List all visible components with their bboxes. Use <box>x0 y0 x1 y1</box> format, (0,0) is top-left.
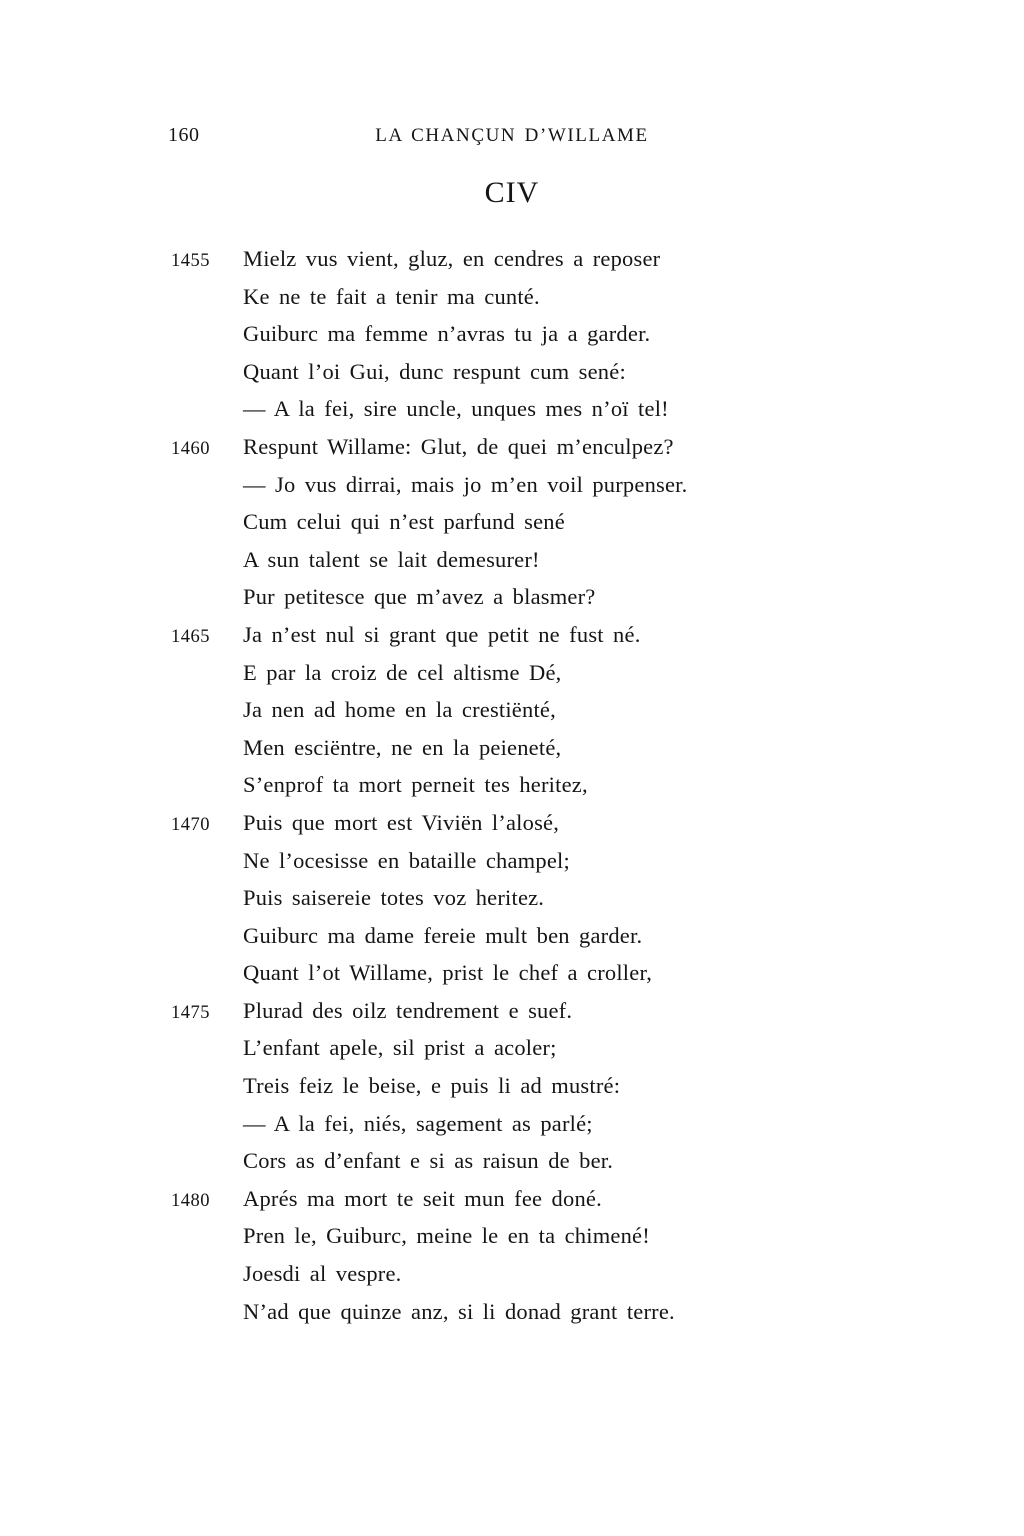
verse-text: Cum celui qui n’est parfund sené <box>243 509 565 535</box>
verse-text: L’enfant apele, sil prist a acoler; <box>243 1035 557 1061</box>
verse-line-number: 1470 <box>171 814 210 835</box>
page-number: 160 <box>168 124 200 146</box>
verse-line <box>0 1219 1024 1257</box>
verse-line <box>0 505 1024 543</box>
verse-text: — Jo vus dirrai, mais jo m’en voil purpenser. <box>243 471 688 497</box>
verse-line <box>0 242 1024 280</box>
verse-text: Quant l’oi Gui, dunc respunt cum sené: <box>243 358 626 384</box>
verse-line <box>0 355 1024 393</box>
verse-text: Ke ne te fait a tenir ma cunté. <box>243 283 540 309</box>
verse-line <box>0 543 1024 581</box>
verse-text: A sun talent se lait demesurer! <box>243 546 540 572</box>
verse-text: Quant l’ot Willame, prist le chef a croller, <box>243 960 653 986</box>
verse-line <box>0 468 1024 506</box>
verse-line <box>0 693 1024 731</box>
running-head <box>0 124 1024 150</box>
verse-line <box>0 392 1024 430</box>
verse-text: Respunt Willame: Glut, de quei m’enculpez? <box>243 433 674 459</box>
verse-line-number: 1460 <box>171 438 210 459</box>
verse-line <box>0 280 1024 318</box>
verse-text: Guiburc ma dame fereie mult ben garder. <box>243 922 643 948</box>
verse-line <box>0 956 1024 994</box>
verse-text: Men esciëntre, ne en la peieneté, <box>243 734 562 760</box>
verse-text: S’enprof ta mort perneit tes heritez, <box>243 772 588 798</box>
running-title: LA CHANÇUN D’WILLAME <box>375 125 649 146</box>
verse-line <box>0 1182 1024 1220</box>
verse-text: Joesdi al vespre. <box>243 1261 402 1287</box>
verse-line-number: 1480 <box>171 1190 210 1211</box>
poem-body <box>0 242 1024 1332</box>
verse-line <box>0 1107 1024 1145</box>
verse-text: Plurad des oilz tendrement e suef. <box>243 997 573 1023</box>
verse-line <box>0 994 1024 1032</box>
verse-text: Ne l’ocesisse en bataille champel; <box>243 847 570 873</box>
verse-line <box>0 1144 1024 1182</box>
verse-line-number: 1455 <box>171 251 210 271</box>
verse-text: Puis saisereie totes voz heritez. <box>243 885 545 911</box>
verse-line <box>0 806 1024 844</box>
verse-line <box>0 317 1024 355</box>
verse-line <box>0 731 1024 769</box>
verse-text: Ja nen ad home en la crestiënté, <box>243 697 556 723</box>
verse-line-number: 1465 <box>171 626 210 647</box>
verse-line-number: 1475 <box>171 1002 210 1023</box>
verse-text: Ja n’est nul si grant que petit ne fust né. <box>243 621 641 647</box>
verse-line <box>0 768 1024 806</box>
verse-line <box>0 1257 1024 1295</box>
verse-text: Pren le, Guiburc, meine le en ta chimené! <box>243 1223 650 1249</box>
verse-text: Pur petitesce que m’avez a blasmer? <box>243 584 596 610</box>
verse-text: Aprés ma mort te seit mun fee doné. <box>243 1185 602 1211</box>
verse-text: N’ad que quinze anz, si li donad grant terre. <box>243 1298 675 1324</box>
verse-line <box>0 430 1024 468</box>
verse-text: E par la croiz de cel altisme Dé, <box>243 659 562 685</box>
verse-text: — A la fei, niés, sagement as parlé; <box>243 1110 593 1136</box>
verse-line <box>0 1031 1024 1069</box>
section-heading: CIV <box>484 176 540 209</box>
verse-line <box>0 919 1024 957</box>
verse-line <box>0 656 1024 694</box>
verse-line <box>0 618 1024 656</box>
verse-text: Puis que mort est Viviën l’alosé, <box>243 809 560 835</box>
verse-text: Treis feiz le beise, e puis li ad mustré: <box>243 1073 621 1099</box>
verse-line <box>0 1295 1024 1333</box>
verse-text: Cors as d’enfant e si as raisun de ber. <box>243 1148 614 1174</box>
verse-line <box>0 844 1024 882</box>
verse-text: Guiburc ma femme n’avras tu ja a garder. <box>243 321 651 347</box>
verse-line <box>0 580 1024 618</box>
verse-text: Mielz vus vient, gluz, en cendres a reposer <box>243 246 661 271</box>
verse-line <box>0 881 1024 919</box>
verse-line <box>0 1069 1024 1107</box>
verse-text: — A la fei, sire uncle, unques mes n’oï tel! <box>243 396 669 422</box>
